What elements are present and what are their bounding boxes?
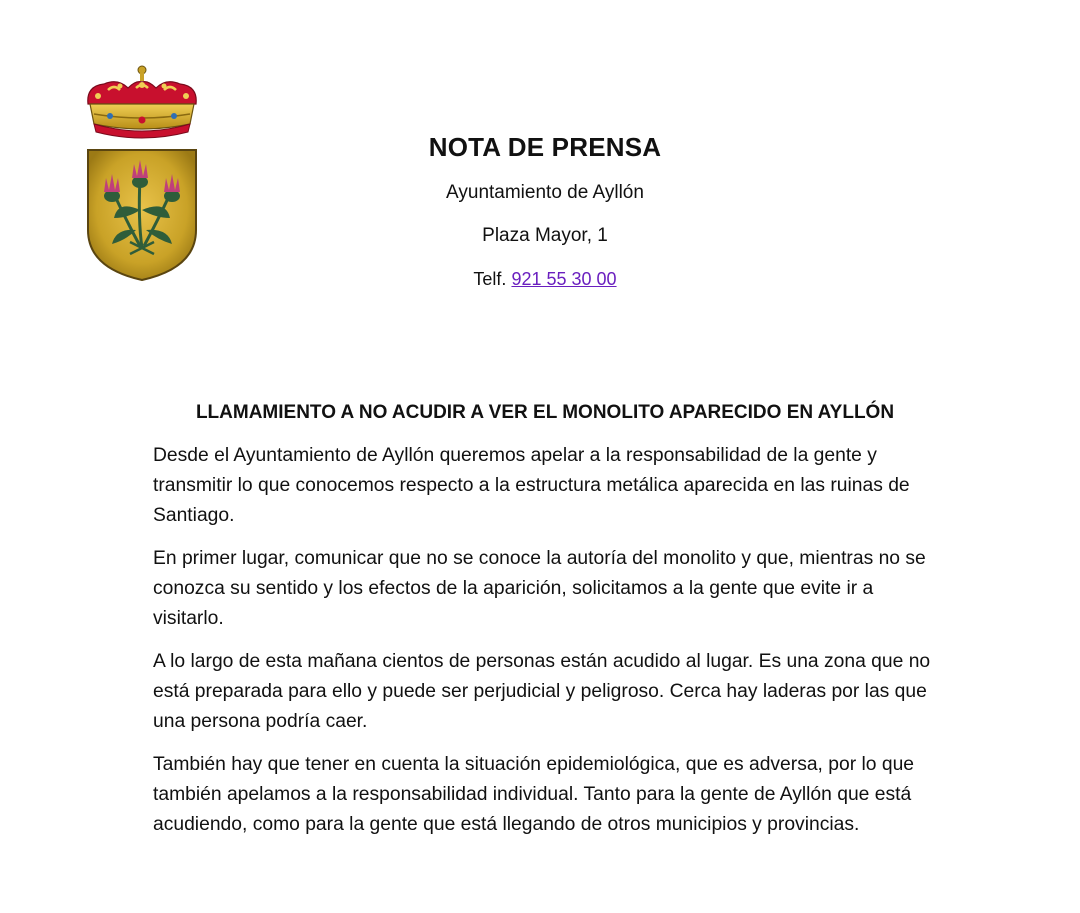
coat-of-arms-icon <box>78 60 206 284</box>
phone-label: Telf. <box>473 269 507 289</box>
crown-icon <box>88 66 196 138</box>
letterhead <box>345 128 745 290</box>
phone-line <box>345 268 745 290</box>
paragraph: También hay que tener en cuenta la situación epidemiológica, que es adversa, por lo que también apelamos a la responsabilidad individual. Tanto para la gente de Ayllón que está acudiendo, como para la gente que está llegando de otros municipios y provincias. <box>153 754 915 835</box>
paragraph: A lo largo de esta mañana cientos de personas están acudido al lugar. Es una zona que no está preparada para ello y puede ser perjudicial y peligroso. Cerca hay laderas por las que una persona podría caer. <box>153 651 931 732</box>
organization-name: Ayuntamiento de Ayllón <box>446 182 644 203</box>
phone-link[interactable]: 921 55 30 00 <box>511 269 617 289</box>
headline: LLAMAMIENTO A NO ACUDIR A VER EL MONOLITO APARECIDO EN AYLLÓN <box>195 402 895 423</box>
article-body <box>153 441 943 853</box>
paragraph: Desde el Ayuntamiento de Ayllón queremos apelar a la responsabilidad de la gente y transmitir lo que conocemos respecto a la estructura metálica aparecida en las ruinas de Santiago. <box>153 445 910 526</box>
shield-icon <box>88 150 196 280</box>
paragraph: En primer lugar, comunicar que no se conoce la autoría del monolito y que, mientras no se conozca su sentido y los efectos de la aparición, solicitamos a la gente que evite ir a visitarlo. <box>153 548 926 629</box>
page-title: NOTA DE PRENSA <box>428 132 662 162</box>
address: Plaza Mayor, 1 <box>482 225 608 246</box>
